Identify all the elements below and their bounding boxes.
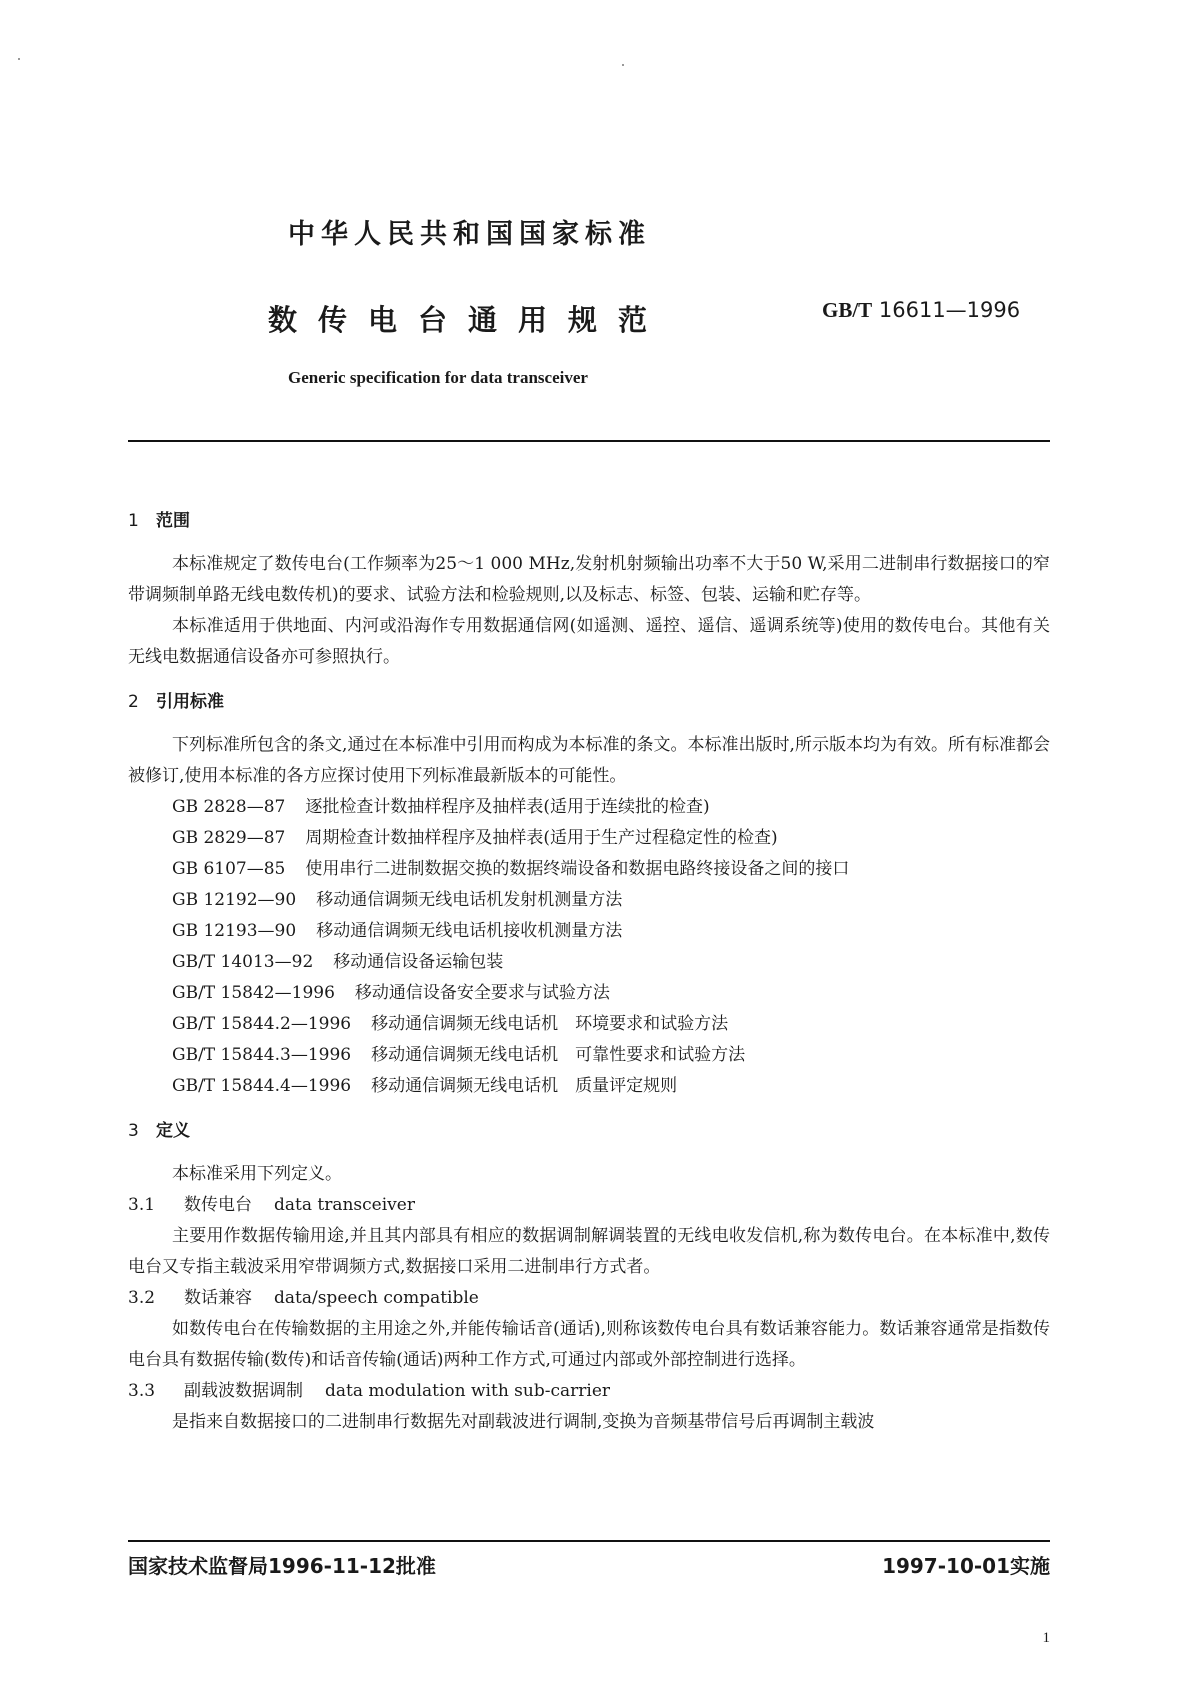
scan-speck: [18, 58, 20, 60]
approval-statement: 国家技术监督局1996-11-12批准: [128, 1554, 436, 1578]
reference-item: [128, 792, 1050, 823]
standard-title-cn: 数传电台通用规范: [268, 303, 669, 337]
reference-item: [128, 823, 1050, 854]
scope-paragraph: 本标准规定了数传电台(工作频率为25～1 000 MHz,发射机射频输出功率不大于50 W,采用二进制串行数据接口的窄带调频制单路无线电数传机)的要求、试验方法和检验规则,以及标志、标签、包装、运输和贮存等。: [128, 554, 1050, 605]
reference-item: [128, 1040, 1050, 1071]
reference-title: 移动通信调频无线电话机 环境要求和试验方法: [371, 1014, 729, 1034]
section-number: 1: [128, 511, 139, 531]
reference-item: [128, 885, 1050, 916]
definition-number: 3.2: [128, 1288, 156, 1308]
definition-term: [128, 1283, 1050, 1314]
definition-number: 3.1: [128, 1195, 156, 1215]
reference-code: GB 2828—87: [172, 797, 286, 817]
definition-text: 如数传电台在传输数据的主用途之外,并能传输话音(通话),则称该数传电台具有数话兼容能力。数话兼容通常是指数传电台具有数据传输(数传)和话音传输(通话)两种工作方式,可通过内部或外部控制进行选择。: [128, 1319, 1050, 1370]
definition-term-cn: 数话兼容: [184, 1288, 252, 1308]
definition-term: [128, 1190, 1050, 1221]
effective-date: 1997-10-01实施: [882, 1554, 1050, 1578]
reference-title: 移动通信设备安全要求与试验方法: [354, 983, 610, 1003]
section-number: 2: [128, 692, 139, 712]
definition-term-cn: 副载波数据调制: [184, 1381, 303, 1401]
references-intro: 下列标准所包含的条文,通过在本标准中引用而构成为本标准的条文。本标准出版时,所示版本均为有效。所有标准都会被修订,使用本标准的各方应探讨使用下列标准最新版本的可能性。: [128, 735, 1050, 786]
section-heading-scope: [128, 506, 1050, 537]
section-title: 范围: [156, 511, 190, 531]
reference-code: GB 12193—90: [172, 921, 297, 941]
definition-term: [128, 1376, 1050, 1407]
standard-title-en: Generic specification for data transceiver: [288, 368, 588, 387]
section-heading-references: [128, 687, 1050, 718]
section-heading-definitions: [128, 1116, 1050, 1147]
definition-text: 是指来自数据接口的二进制串行数据先对副载波进行调制,变换为音频基带信号后再调制主载波: [172, 1412, 875, 1432]
reference-title: 逐批检查计数抽样程序及抽样表(适用于连续批的检查): [305, 797, 710, 817]
standard-code: [822, 298, 1020, 323]
reference-item: [128, 978, 1050, 1009]
reference-title: 移动通信调频无线电话机 可靠性要求和试验方法: [371, 1045, 746, 1065]
reference-code: GB 2829—87: [172, 828, 286, 848]
reference-title: 移动通信调频无线电话机发射机测量方法: [316, 890, 623, 910]
section-number: 3: [128, 1121, 139, 1141]
section-title: 定义: [156, 1121, 190, 1141]
definition-term-cn: 数传电台: [184, 1195, 252, 1215]
reference-title: 移动通信设备运输包装: [333, 952, 504, 972]
definition-number: 3.3: [128, 1381, 156, 1401]
definition-text: 主要用作数据传输用途,并且其内部具有相应的数据调制解调装置的无线电收发信机,称为数传电台。在本标准中,数传电台又专指主载波采用窄带调频方式,数据接口采用二进制串行方式者。: [128, 1226, 1050, 1277]
scan-speck: [622, 64, 624, 66]
reference-title: 移动通信调频无线电话机 质量评定规则: [371, 1076, 678, 1096]
footer-divider: [128, 1540, 1050, 1542]
scope-paragraph: 本标准适用于供地面、内河或沿海作专用数据通信网(如遥测、遥控、遥信、遥调系统等)使用的数传电台。其他有关无线电数据通信设备亦可参照执行。: [128, 616, 1050, 667]
reference-code: GB/T 15844.2—1996: [172, 1014, 352, 1034]
reference-code: GB/T 15844.4—1996: [172, 1076, 352, 1096]
reference-item: [128, 854, 1050, 885]
reference-code: GB/T 15842—1996: [172, 983, 335, 1003]
reference-code: GB/T 15844.3—1996: [172, 1045, 352, 1065]
reference-item: [128, 916, 1050, 947]
reference-title: 移动通信调频无线电话机接收机测量方法: [316, 921, 623, 941]
section-title: 引用标准: [156, 692, 224, 712]
page-number: 1: [1042, 1630, 1050, 1646]
header-divider: [128, 440, 1050, 442]
issuer-title: 中华人民共和国国家标准: [288, 219, 651, 250]
reference-code: GB 12192—90: [172, 890, 297, 910]
reference-code: GB 6107—85: [172, 859, 286, 879]
document-body: [128, 500, 1050, 1438]
definition-term-en: data/speech compatible: [274, 1288, 479, 1308]
reference-code: GB/T 14013—92: [172, 952, 314, 972]
definition-term-en: data transceiver: [274, 1195, 415, 1215]
reference-item: [128, 1009, 1050, 1040]
reference-item: [128, 1071, 1050, 1102]
definitions-intro: 本标准采用下列定义。: [172, 1164, 342, 1184]
reference-title: 使用串行二进制数据交换的数据终端设备和数据电路终接设备之间的接口: [305, 859, 850, 879]
standard-code-prefix: GB/T: [822, 298, 873, 322]
standard-code-number: 16611—1996: [878, 298, 1021, 322]
reference-title: 周期检查计数抽样程序及抽样表(适用于生产过程稳定性的检查): [305, 828, 778, 848]
reference-item: [128, 947, 1050, 978]
definition-term-en: data modulation with sub-carrier: [325, 1381, 611, 1401]
